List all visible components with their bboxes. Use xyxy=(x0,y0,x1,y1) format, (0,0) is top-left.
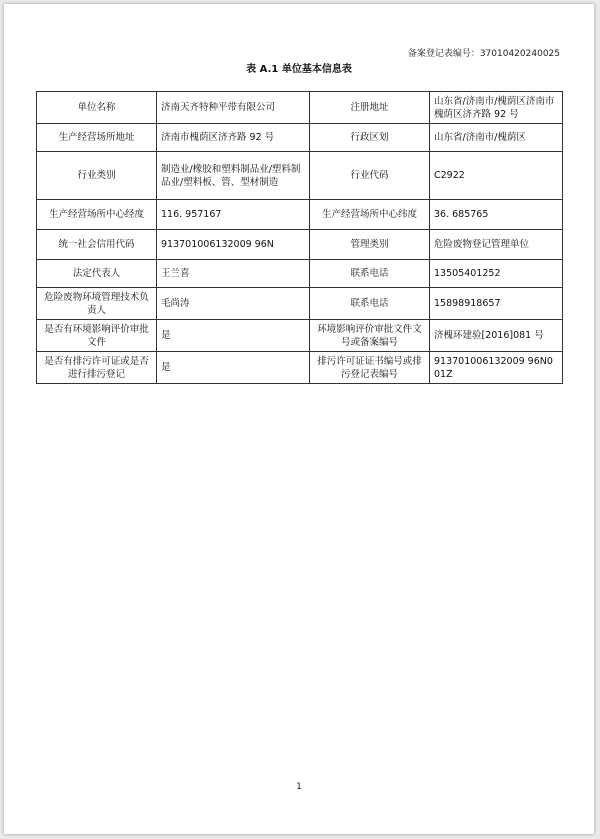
label-cell: 法定代表人 xyxy=(37,260,157,288)
table-row xyxy=(37,320,563,352)
value-cell: 济南天齐特种平带有限公司 xyxy=(157,92,310,124)
label-cell: 行业类别 xyxy=(37,152,157,200)
value-cell: 济槐环建验[2016]081 号 xyxy=(430,320,563,352)
label-cell: 单位名称 xyxy=(37,92,157,124)
table-row xyxy=(37,92,563,124)
unit-info-table xyxy=(36,91,563,384)
label-cell: 统一社会信用代码 xyxy=(37,230,157,260)
label-cell: 生产经营场所地址 xyxy=(37,124,157,152)
table-row xyxy=(37,230,563,260)
value-cell: 是 xyxy=(157,320,310,352)
value-cell: 危险废物登记管理单位 xyxy=(430,230,563,260)
label-cell: 是否有排污许可证或是否进行排污登记 xyxy=(37,352,157,384)
value-cell: 济南市槐荫区济齐路 92 号 xyxy=(157,124,310,152)
label-cell: 联系电话 xyxy=(310,288,430,320)
label-cell: 危险废物环境管理技术负责人 xyxy=(37,288,157,320)
label-cell: 注册地址 xyxy=(310,92,430,124)
value-cell: 制造业/橡胶和塑料制品业/塑料制品业/塑料板、管、型材制造 xyxy=(157,152,310,200)
value-cell: 山东省/济南市/槐荫区 xyxy=(430,124,563,152)
value-cell: 13505401252 xyxy=(430,260,563,288)
table-row xyxy=(37,152,563,200)
value-cell: 15898918657 xyxy=(430,288,563,320)
value-cell: 王兰喜 xyxy=(157,260,310,288)
label-cell: 行政区划 xyxy=(310,124,430,152)
table-row xyxy=(37,352,563,384)
label-cell: 环境影响评价审批文件文号或备案编号 xyxy=(310,320,430,352)
value-cell: 116. 957167 xyxy=(157,200,310,230)
value-cell: 是 xyxy=(157,352,310,384)
label-cell: 管理类别 xyxy=(310,230,430,260)
table-row xyxy=(37,260,563,288)
document-page xyxy=(4,4,594,834)
table-row xyxy=(37,288,563,320)
value-cell: 913701006132009 96N001Z xyxy=(430,352,563,384)
registration-number-line xyxy=(408,46,560,59)
label-cell: 行业代码 xyxy=(310,152,430,200)
table-title: 表 A.1 单位基本信息表 xyxy=(246,64,352,75)
label-cell: 是否有环境影响评价审批文件 xyxy=(37,320,157,352)
page-number: 1 xyxy=(296,782,302,792)
value-cell: 毛尚涛 xyxy=(157,288,310,320)
value-cell: 山东省/济南市/槐荫区济南市槐荫区济齐路 92 号 xyxy=(430,92,563,124)
table-row xyxy=(37,200,563,230)
label-cell: 生产经营场所中心纬度 xyxy=(310,200,430,230)
value-cell: 913701006132009 96N xyxy=(157,230,310,260)
registration-label: 备案登记表编号： xyxy=(407,49,480,59)
value-cell: 36. 685765 xyxy=(430,200,563,230)
label-cell: 生产经营场所中心经度 xyxy=(37,200,157,230)
value-cell: C2922 xyxy=(430,152,563,200)
registration-number: 37010420240025 xyxy=(479,49,560,59)
label-cell: 排污许可证证书编号或排污登记表编号 xyxy=(310,352,430,384)
label-cell: 联系电话 xyxy=(310,260,430,288)
table-row xyxy=(37,124,563,152)
